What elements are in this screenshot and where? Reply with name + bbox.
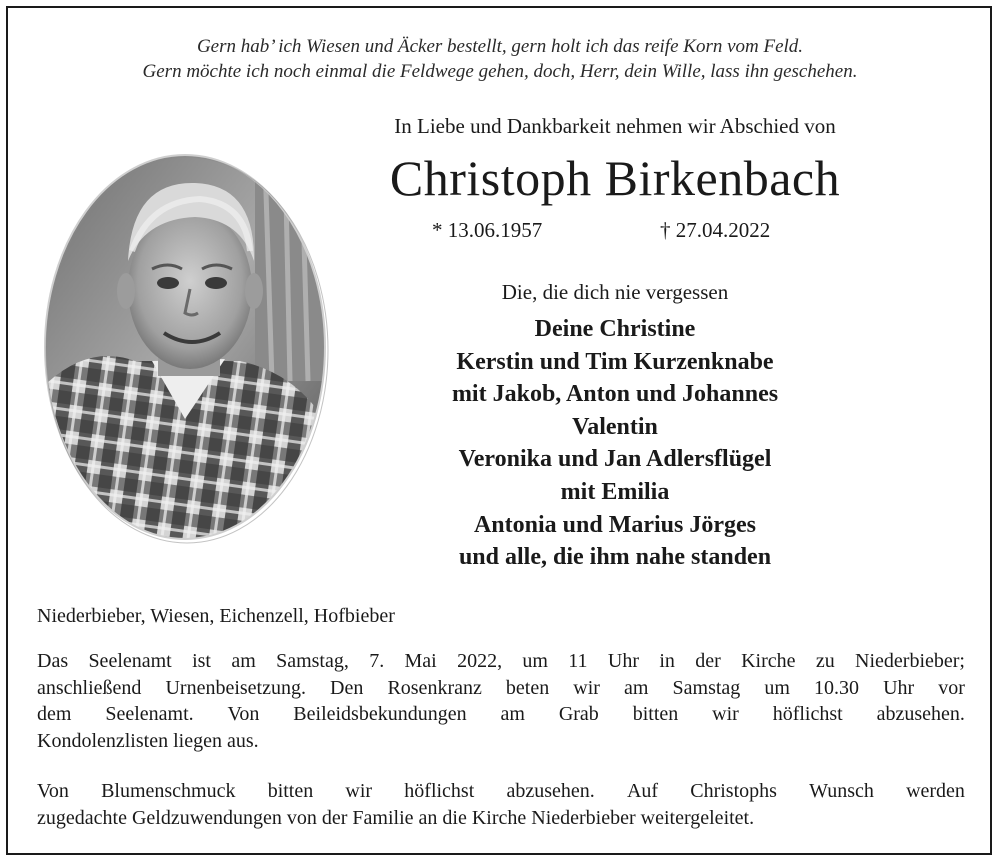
- word: beten: [505, 676, 550, 699]
- word: Auf: [626, 780, 659, 802]
- word: Niederbieber;: [855, 650, 965, 672]
- word: Seelenamt.: [105, 703, 194, 725]
- word: 7.: [369, 650, 385, 672]
- word: Samstag: [672, 676, 741, 699]
- mourners-intro: Die, die dich nie vergessen: [501, 280, 729, 304]
- word: um: [764, 676, 790, 699]
- word: Samstag,: [276, 650, 349, 672]
- mourner-line: Deine Christine: [534, 316, 696, 342]
- mourner-line: Kerstin und Tim Kurzenknabe: [456, 348, 774, 375]
- word: der: [695, 650, 721, 672]
- mourner-line: Antonia und Marius Jörges: [473, 511, 757, 538]
- service-paragraph: [37, 648, 965, 754]
- word: zu: [815, 650, 835, 672]
- mourner-line: mit Jakob, Anton und Johannes: [451, 381, 779, 408]
- word: am: [231, 650, 256, 672]
- memorial-verse: [0, 34, 1000, 84]
- mourner-line: und alle, die ihm nahe standen: [458, 544, 772, 571]
- word: Seelenamt: [88, 650, 172, 672]
- word: Blumenschmuck: [101, 780, 236, 802]
- paragraph-line: [37, 675, 965, 702]
- word: am: [624, 676, 649, 699]
- word: wir: [573, 676, 600, 699]
- word: höflichst: [772, 703, 843, 725]
- mourner-line: mit Emilia: [560, 478, 670, 505]
- word: abzusehen.: [506, 780, 595, 802]
- word: Christophs: [690, 780, 777, 802]
- birth-date: * 13.06.1957: [432, 218, 543, 242]
- verse-line-1: Gern hab’ ich Wiesen und Äcker bestellt, gern holt ich das reife Korn vom Feld.: [196, 36, 804, 57]
- word: Urnenbeisetzung.: [165, 676, 306, 699]
- word: werden: [906, 780, 965, 802]
- word: anschließend: [37, 676, 142, 699]
- word: wir: [712, 703, 739, 725]
- word: Uhr: [883, 676, 915, 699]
- word: abzusehen.: [876, 703, 965, 725]
- mourner-line: Valentin: [572, 413, 658, 440]
- word: Von: [37, 780, 69, 802]
- word: bitten: [267, 780, 314, 802]
- word: Das: [37, 650, 69, 672]
- word: 10.30: [814, 676, 859, 699]
- paragraph-line: zugedachte Geldzuwendungen von der Familie an die Kirche Niederbieber weitergeleitet.: [37, 806, 755, 829]
- word: Mai: [404, 650, 437, 672]
- word: in: [659, 650, 675, 672]
- portrait-photo: [40, 151, 330, 546]
- farewell-intro: In Liebe und Dankbarkeit nehmen wir Abschied von: [394, 114, 836, 138]
- verse-line-2: Gern möchte ich noch einmal die Feldwege gehen, doch, Herr, dein Wille, lass ihn geschehen.: [142, 61, 858, 82]
- word: höflichst: [404, 780, 475, 802]
- word: Wunsch: [809, 780, 874, 802]
- word: Uhr: [607, 650, 639, 672]
- word: bitten: [632, 703, 679, 725]
- donation-paragraph: [37, 778, 965, 831]
- deceased-name: Christoph Birkenbach: [389, 150, 841, 206]
- word: ist: [192, 650, 211, 672]
- mourners-list: [310, 313, 920, 574]
- word: am: [500, 703, 525, 725]
- word: Rosenkranz: [387, 676, 482, 699]
- word: 2022,: [457, 650, 503, 672]
- word: Beileidsbekundungen: [293, 703, 467, 725]
- paragraph-line: [37, 701, 965, 728]
- paragraph-line: [37, 778, 965, 805]
- word: wir: [345, 780, 373, 802]
- word: 11: [568, 650, 588, 672]
- word: Den: [330, 676, 364, 699]
- word: Von: [227, 703, 260, 725]
- word: um: [522, 650, 548, 672]
- word: dem: [37, 703, 72, 725]
- word: Grab: [558, 703, 599, 725]
- death-date: † 27.04.2022: [660, 218, 771, 242]
- paragraph-line: [37, 648, 965, 675]
- word: Kirche: [741, 650, 796, 672]
- mourner-line: Veronika und Jan Adlersflügel: [458, 446, 772, 473]
- paragraph-line: Kondolenzlisten liegen aus.: [37, 729, 259, 752]
- places-line: Niederbieber, Wiesen, Eichenzell, Hofbieber: [37, 605, 395, 627]
- word: vor: [938, 676, 965, 699]
